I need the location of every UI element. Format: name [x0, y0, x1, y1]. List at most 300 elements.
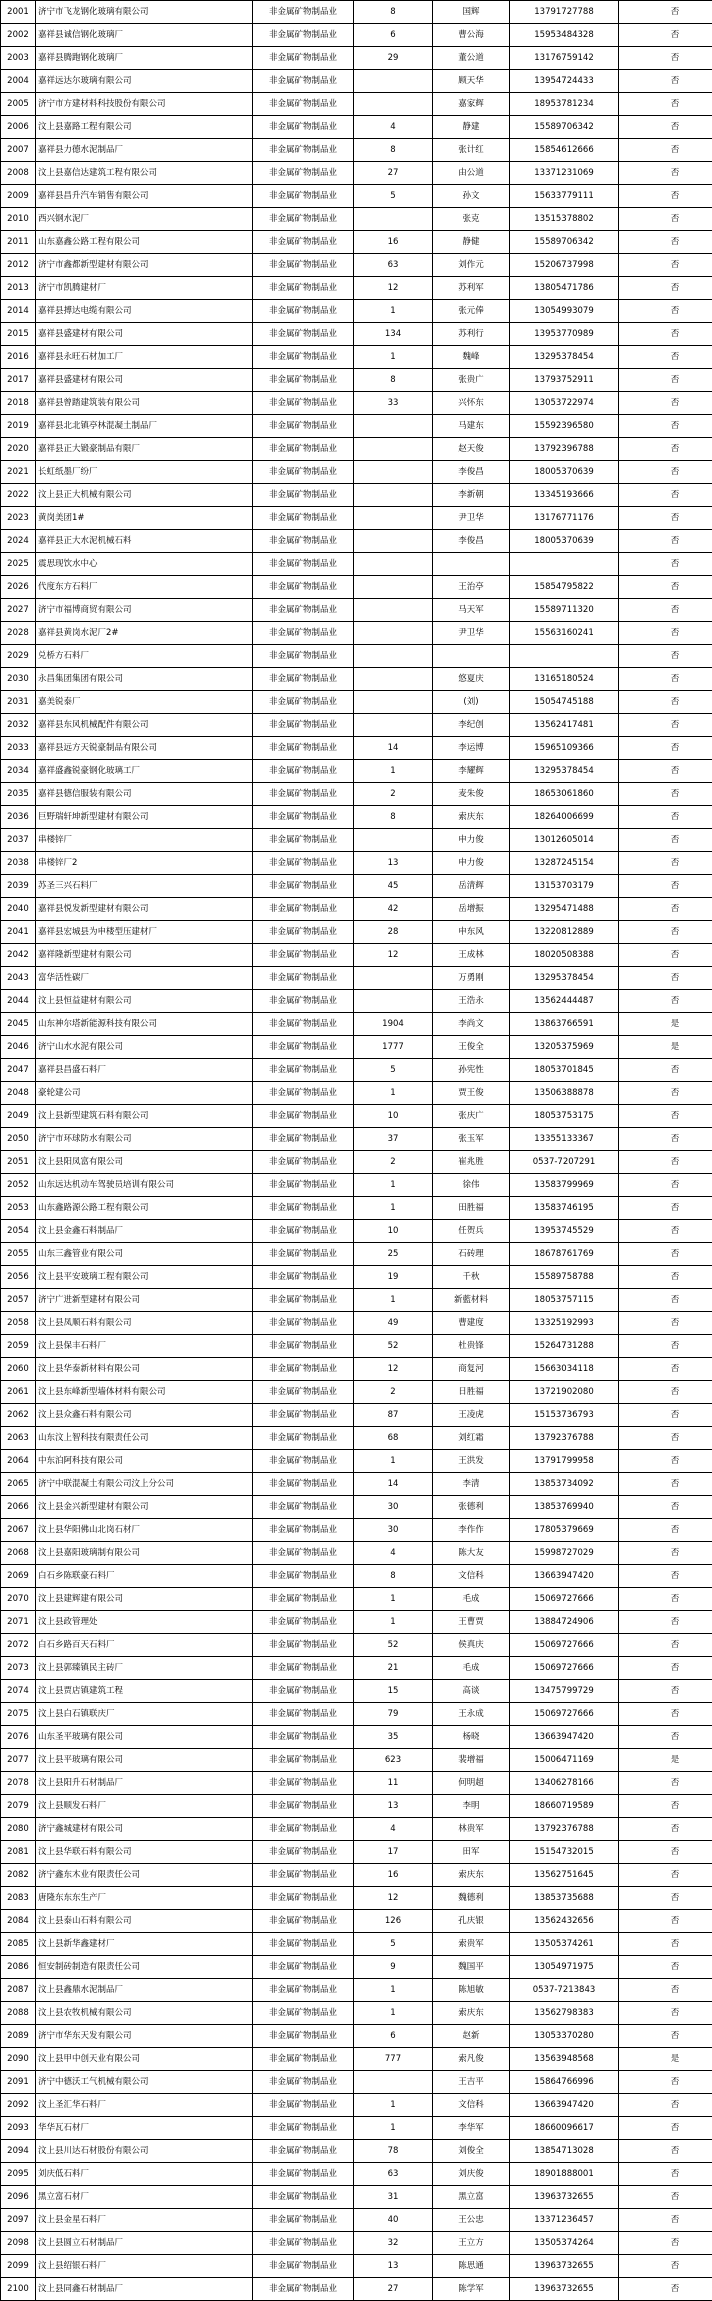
row-index: 2026	[1, 576, 36, 599]
status-flag: 否	[619, 2094, 712, 2117]
contact-person: 孙文	[433, 185, 510, 208]
quantity-value	[354, 461, 433, 484]
industry-category: 非金属矿物制品业	[253, 392, 354, 415]
industry-category: 非金属矿物制品业	[253, 921, 354, 944]
table-row[interactable]	[1, 2186, 712, 2209]
industry-category: 非金属矿物制品业	[253, 1013, 354, 1036]
table-row[interactable]	[1, 2278, 712, 2301]
quantity-value: 1	[354, 2094, 433, 2117]
industry-category: 非金属矿物制品业	[253, 1887, 354, 1910]
table-row[interactable]	[1, 1772, 712, 1795]
table-row[interactable]	[1, 1634, 712, 1657]
table-row[interactable]	[1, 783, 712, 806]
contact-phone: 13220812889	[510, 921, 619, 944]
table-row[interactable]	[1, 2094, 712, 2117]
table-row[interactable]	[1, 277, 712, 300]
status-flag: 否	[619, 1542, 712, 1565]
quantity-value: 14	[354, 737, 433, 760]
row-index: 2077	[1, 1749, 36, 1772]
table-row[interactable]	[1, 1473, 712, 1496]
contact-phone: 13355133367	[510, 1128, 619, 1151]
contact-phone: 18053701845	[510, 1059, 619, 1082]
contact-person: 李耀辉	[433, 760, 510, 783]
table-row[interactable]	[1, 1381, 712, 1404]
status-flag: 否	[619, 691, 712, 714]
status-flag: 否	[619, 530, 712, 553]
table-row[interactable]	[1, 93, 712, 116]
table-row[interactable]	[1, 921, 712, 944]
status-flag: 否	[619, 1841, 712, 1864]
contact-person: 静健	[433, 231, 510, 254]
quantity-value: 1	[354, 1611, 433, 1634]
table-row[interactable]	[1, 1312, 712, 1335]
contact-phone: 13562798383	[510, 2002, 619, 2025]
enterprise-name: 汶上县金星石料厂	[36, 2209, 253, 2232]
table-row[interactable]	[1, 944, 712, 967]
enterprise-name: 汶上县凤顺石料有限公司	[36, 1312, 253, 1335]
row-index: 2007	[1, 139, 36, 162]
status-flag: 否	[619, 1289, 712, 1312]
table-row[interactable]	[1, 1335, 712, 1358]
contact-phone: 13791799958	[510, 1450, 619, 1473]
contact-person: 李清	[433, 1473, 510, 1496]
quantity-value: 25	[354, 1243, 433, 1266]
row-index: 2086	[1, 1956, 36, 1979]
enterprise-name: 嘉祥县诚信钢化玻璃厂	[36, 24, 253, 47]
table-row[interactable]	[1, 714, 712, 737]
enterprise-name: 汶上县嘉路工程有限公司	[36, 116, 253, 139]
enterprise-name: 嘉祥县曾踏建筑装有限公司	[36, 392, 253, 415]
table-row[interactable]	[1, 829, 712, 852]
contact-person: 张克	[433, 208, 510, 231]
contact-phone: 13054971975	[510, 1956, 619, 1979]
table-row[interactable]	[1, 369, 712, 392]
table-row[interactable]	[1, 1726, 712, 1749]
status-flag: 否	[619, 852, 712, 875]
industry-category: 非金属矿物制品业	[253, 1381, 354, 1404]
table-row[interactable]	[1, 208, 712, 231]
row-index: 2018	[1, 392, 36, 415]
contact-phone: 13371236457	[510, 2209, 619, 2232]
table-row[interactable]	[1, 507, 712, 530]
table-row[interactable]	[1, 1243, 712, 1266]
contact-phone: 15054745188	[510, 691, 619, 714]
contact-person: 苏利行	[433, 323, 510, 346]
contact-phone: 15069727666	[510, 1634, 619, 1657]
table-row[interactable]	[1, 806, 712, 829]
industry-category: 非金属矿物制品业	[253, 1404, 354, 1427]
contact-person: 刘作元	[433, 254, 510, 277]
contact-person: 顾天华	[433, 70, 510, 93]
table-row[interactable]	[1, 70, 712, 93]
table-row[interactable]	[1, 1082, 712, 1105]
contact-person: 申力俊	[433, 829, 510, 852]
contact-phone: 15069727666	[510, 1657, 619, 1680]
quantity-value: 15	[354, 1680, 433, 1703]
quantity-value: 1	[354, 2117, 433, 2140]
contact-person: 静建	[433, 116, 510, 139]
contact-person: 何明超	[433, 1772, 510, 1795]
table-row[interactable]	[1, 599, 712, 622]
industry-category: 非金属矿物制品业	[253, 346, 354, 369]
table-row[interactable]	[1, 1036, 712, 1059]
table-row[interactable]	[1, 875, 712, 898]
industry-category: 非金属矿物制品业	[253, 1749, 354, 1772]
table-row[interactable]	[1, 1864, 712, 1887]
quantity-value: 1	[354, 760, 433, 783]
table-row[interactable]	[1, 1496, 712, 1519]
industry-category: 非金属矿物制品业	[253, 1473, 354, 1496]
table-row[interactable]	[1, 1588, 712, 1611]
row-index: 2089	[1, 2025, 36, 2048]
status-flag: 否	[619, 415, 712, 438]
table-row[interactable]	[1, 530, 712, 553]
row-index: 2071	[1, 1611, 36, 1634]
table-row[interactable]	[1, 1703, 712, 1726]
enterprise-name: 串楼锌厂2	[36, 852, 253, 875]
row-index: 2009	[1, 185, 36, 208]
status-flag: 否	[619, 1473, 712, 1496]
status-flag: 否	[619, 438, 712, 461]
enterprise-name: 汶上县同鑫石材制品厂	[36, 2278, 253, 2301]
table-row[interactable]	[1, 2163, 712, 2186]
table-row[interactable]	[1, 1, 712, 24]
row-index: 2021	[1, 461, 36, 484]
enterprise-name: 嘉祥县东风机械配件有限公司	[36, 714, 253, 737]
row-index: 2091	[1, 2071, 36, 2094]
table-row[interactable]	[1, 737, 712, 760]
industry-category: 非金属矿物制品业	[253, 622, 354, 645]
enterprise-name: 嘉祥县北北镇亭林混凝土制品厂	[36, 415, 253, 438]
table-row[interactable]	[1, 1956, 712, 1979]
quantity-value: 5	[354, 1933, 433, 1956]
contact-phone	[510, 553, 619, 576]
table-row[interactable]	[1, 1358, 712, 1381]
row-index: 2044	[1, 990, 36, 1013]
table-row[interactable]	[1, 1657, 712, 1680]
quantity-value: 16	[354, 1864, 433, 1887]
table-row[interactable]	[1, 2117, 712, 2140]
industry-category: 非金属矿物制品业	[253, 162, 354, 185]
status-flag: 否	[619, 70, 712, 93]
quantity-value: 12	[354, 944, 433, 967]
contact-phone: 13506388878	[510, 1082, 619, 1105]
row-index: 2100	[1, 2278, 36, 2301]
enterprise-name: 山东圣平玻璃有限公司	[36, 1726, 253, 1749]
status-flag: 否	[619, 1220, 712, 1243]
table-row[interactable]	[1, 231, 712, 254]
contact-person: 李华军	[433, 2117, 510, 2140]
enterprise-name: 汶上县鑫鼎水泥制品厂	[36, 1979, 253, 2002]
table-row[interactable]	[1, 2255, 712, 2278]
industry-category: 非金属矿物制品业	[253, 760, 354, 783]
table-row[interactable]	[1, 1220, 712, 1243]
quantity-value: 32	[354, 2232, 433, 2255]
enterprise-name: 嘉祥县盛建材有限公司	[36, 323, 253, 346]
table-row[interactable]	[1, 323, 712, 346]
quantity-value: 45	[354, 875, 433, 898]
table-row[interactable]	[1, 461, 712, 484]
table-row[interactable]	[1, 2048, 712, 2071]
industry-category: 非金属矿物制品业	[253, 1220, 354, 1243]
industry-category: 非金属矿物制品业	[253, 852, 354, 875]
row-index: 2097	[1, 2209, 36, 2232]
contact-person: 万勇刚	[433, 967, 510, 990]
table-row[interactable]	[1, 1174, 712, 1197]
enterprise-name: 嘉祥县昌盛石料厂	[36, 1059, 253, 1082]
table-row[interactable]	[1, 47, 712, 70]
industry-category: 非金属矿物制品业	[253, 2025, 354, 2048]
row-index: 2094	[1, 2140, 36, 2163]
quantity-value: 21	[354, 1657, 433, 1680]
quantity-value: 4	[354, 1542, 433, 1565]
enterprise-name: 汶上县嘉信达建筑工程有限公司	[36, 162, 253, 185]
table-row[interactable]	[1, 116, 712, 139]
industry-category: 非金属矿物制品业	[253, 2232, 354, 2255]
table-row[interactable]	[1, 1933, 712, 1956]
contact-person: 李运博	[433, 737, 510, 760]
industry-category: 非金属矿物制品业	[253, 1105, 354, 1128]
enterprise-name: 嘉祥县正大水泥机械石料	[36, 530, 253, 553]
contact-person: 刘俊全	[433, 2140, 510, 2163]
table-row[interactable]	[1, 553, 712, 576]
quantity-value	[354, 990, 433, 1013]
table-row[interactable]	[1, 438, 712, 461]
table-row[interactable]	[1, 668, 712, 691]
enterprise-name: 嘉祥县宏城县为申楼型压建材厂	[36, 921, 253, 944]
table-row[interactable]	[1, 1611, 712, 1634]
contact-phone: 13505374261	[510, 1933, 619, 1956]
industry-category: 非金属矿物制品业	[253, 553, 354, 576]
industry-category: 非金属矿物制品业	[253, 507, 354, 530]
row-index: 2076	[1, 1726, 36, 1749]
contact-person: 王立方	[433, 2232, 510, 2255]
contact-person: 高谈	[433, 1680, 510, 1703]
contact-person: 毛成	[433, 1657, 510, 1680]
contact-person: 李俊昌	[433, 530, 510, 553]
row-index: 2024	[1, 530, 36, 553]
status-flag: 否	[619, 737, 712, 760]
enterprise-name: 嘉祥县德信服装有限公司	[36, 783, 253, 806]
contact-person: 索庆东	[433, 1864, 510, 1887]
table-row[interactable]	[1, 1404, 712, 1427]
contact-phone: 0537-7213843	[510, 1979, 619, 2002]
status-flag: 否	[619, 323, 712, 346]
row-index: 2085	[1, 1933, 36, 1956]
table-row[interactable]	[1, 1841, 712, 1864]
table-row[interactable]	[1, 415, 712, 438]
industry-category: 非金属矿物制品业	[253, 1910, 354, 1933]
row-index: 2062	[1, 1404, 36, 1427]
contact-person: 王成林	[433, 944, 510, 967]
quantity-value	[354, 507, 433, 530]
contact-phone: 13963732655	[510, 2278, 619, 2301]
industry-category: 非金属矿物制品业	[253, 1266, 354, 1289]
enterprise-name: 汶上县平玻璃有限公司	[36, 1749, 253, 1772]
table-row[interactable]	[1, 2232, 712, 2255]
quantity-value: 30	[354, 1519, 433, 1542]
status-flag: 否	[619, 1588, 712, 1611]
table-row[interactable]	[1, 2209, 712, 2232]
contact-person: 李新朝	[433, 484, 510, 507]
row-index: 2083	[1, 1887, 36, 1910]
contact-person: 杜贵锋	[433, 1335, 510, 1358]
table-row[interactable]	[1, 2071, 712, 2094]
contact-person: 魏峰	[433, 346, 510, 369]
industry-category: 非金属矿物制品业	[253, 47, 354, 70]
table-row[interactable]	[1, 1450, 712, 1473]
status-flag: 否	[619, 1404, 712, 1427]
enterprise-name: 汶上县贾店镇建筑工程	[36, 1680, 253, 1703]
enterprise-name: 济宁市飞龙钢化玻璃有限公司	[36, 1, 253, 24]
contact-phone: 15854795822	[510, 576, 619, 599]
row-index: 2017	[1, 369, 36, 392]
table-row[interactable]	[1, 967, 712, 990]
row-index: 2090	[1, 2048, 36, 2071]
table-row[interactable]	[1, 691, 712, 714]
industry-category: 非金属矿物制品业	[253, 277, 354, 300]
status-flag: 否	[619, 1335, 712, 1358]
quantity-value: 12	[354, 1358, 433, 1381]
table-row[interactable]	[1, 1013, 712, 1036]
status-flag: 否	[619, 576, 712, 599]
quantity-value: 1	[354, 300, 433, 323]
table-row[interactable]	[1, 898, 712, 921]
contact-person: 贾王俊	[433, 1082, 510, 1105]
table-row[interactable]	[1, 990, 712, 1013]
industry-category: 非金属矿物制品业	[253, 1082, 354, 1105]
contact-person: 魏德利	[433, 1887, 510, 1910]
enterprise-name: 汶上县金鑫石料制品厂	[36, 1220, 253, 1243]
table-row[interactable]	[1, 1427, 712, 1450]
table-row[interactable]	[1, 1795, 712, 1818]
table-row[interactable]	[1, 1887, 712, 1910]
table-row[interactable]	[1, 300, 712, 323]
status-flag: 否	[619, 553, 712, 576]
row-index: 2036	[1, 806, 36, 829]
table-row[interactable]	[1, 1542, 712, 1565]
contact-phone: 15965109366	[510, 737, 619, 760]
industry-category: 非金属矿物制品业	[253, 714, 354, 737]
status-flag: 是	[619, 1036, 712, 1059]
industry-category: 非金属矿物制品业	[253, 1358, 354, 1381]
table-row[interactable]	[1, 1128, 712, 1151]
quantity-value	[354, 438, 433, 461]
table-row[interactable]	[1, 852, 712, 875]
enterprise-name: 山东汶上智科技有限责任公司	[36, 1427, 253, 1450]
table-row[interactable]	[1, 1979, 712, 2002]
contact-phone: 13791727788	[510, 1, 619, 24]
contact-phone: 18660719589	[510, 1795, 619, 1818]
contact-phone: 15953484328	[510, 24, 619, 47]
table-row[interactable]	[1, 1266, 712, 1289]
row-index: 2081	[1, 1841, 36, 1864]
contact-phone: 13345193666	[510, 484, 619, 507]
table-row[interactable]	[1, 1519, 712, 1542]
table-row[interactable]	[1, 1105, 712, 1128]
quantity-value: 2	[354, 1151, 433, 1174]
table-row[interactable]	[1, 346, 712, 369]
status-flag: 否	[619, 944, 712, 967]
table-row[interactable]	[1, 2140, 712, 2163]
contact-person: 李尚文	[433, 1013, 510, 1036]
table-row[interactable]	[1, 162, 712, 185]
row-index: 2087	[1, 1979, 36, 2002]
table-row[interactable]	[1, 760, 712, 783]
status-flag: 否	[619, 1358, 712, 1381]
row-index: 2033	[1, 737, 36, 760]
table-row[interactable]	[1, 622, 712, 645]
contact-person: 陈旭敏	[433, 1979, 510, 2002]
row-index: 2053	[1, 1197, 36, 1220]
row-index: 2005	[1, 93, 36, 116]
table-row[interactable]	[1, 1151, 712, 1174]
enterprise-name: 黄岗美团1#	[36, 507, 253, 530]
row-index: 2082	[1, 1864, 36, 1887]
status-flag: 否	[619, 1151, 712, 1174]
quantity-value: 1	[354, 1979, 433, 2002]
table-row[interactable]	[1, 1565, 712, 1588]
industry-category: 非金属矿物制品业	[253, 1036, 354, 1059]
contact-phone: 18053753175	[510, 1105, 619, 1128]
quantity-value: 623	[354, 1749, 433, 1772]
enterprise-name: 嘉祥远达尔玻璃有限公司	[36, 70, 253, 93]
contact-person: 杨晓	[433, 1726, 510, 1749]
contact-phone: 15589706342	[510, 116, 619, 139]
contact-person: 尹卫华	[433, 507, 510, 530]
status-flag: 否	[619, 139, 712, 162]
table-row[interactable]	[1, 1818, 712, 1841]
status-flag: 否	[619, 1680, 712, 1703]
table-row[interactable]	[1, 484, 712, 507]
table-row[interactable]	[1, 1910, 712, 1933]
quantity-value	[354, 415, 433, 438]
enterprise-name: 嘉祥隆新型建材有限公司	[36, 944, 253, 967]
enterprise-name: 汶上县金兴新型建材有限公司	[36, 1496, 253, 1519]
industry-category: 非金属矿物制品业	[253, 438, 354, 461]
industry-category: 非金属矿物制品业	[253, 461, 354, 484]
table-row[interactable]	[1, 576, 712, 599]
enterprise-name: 济宁鑫城建材有限公司	[36, 1818, 253, 1841]
table-row[interactable]	[1, 1289, 712, 1312]
contact-person: 申东风	[433, 921, 510, 944]
table-row[interactable]	[1, 1197, 712, 1220]
enterprise-name: 华华瓦石材厂	[36, 2117, 253, 2140]
row-index: 2056	[1, 1266, 36, 1289]
contact-phone: 13853734092	[510, 1473, 619, 1496]
table-row[interactable]	[1, 254, 712, 277]
table-row[interactable]	[1, 139, 712, 162]
contact-phone: 13963732655	[510, 2255, 619, 2278]
quantity-value: 1	[354, 1289, 433, 1312]
table-row[interactable]	[1, 2025, 712, 2048]
table-row[interactable]	[1, 392, 712, 415]
table-row[interactable]	[1, 24, 712, 47]
contact-phone: 15592396580	[510, 415, 619, 438]
industry-category: 非金属矿物制品业	[253, 1841, 354, 1864]
table-row[interactable]	[1, 185, 712, 208]
industry-category: 非金属矿物制品业	[253, 254, 354, 277]
table-row[interactable]	[1, 2002, 712, 2025]
contact-phone: 13863766591	[510, 1013, 619, 1036]
table-row[interactable]	[1, 1749, 712, 1772]
status-flag: 否	[619, 1266, 712, 1289]
row-index: 2080	[1, 1818, 36, 1841]
contact-phone: 13176771176	[510, 507, 619, 530]
table-row[interactable]	[1, 1680, 712, 1703]
table-row[interactable]	[1, 645, 712, 668]
table-row[interactable]	[1, 1059, 712, 1082]
